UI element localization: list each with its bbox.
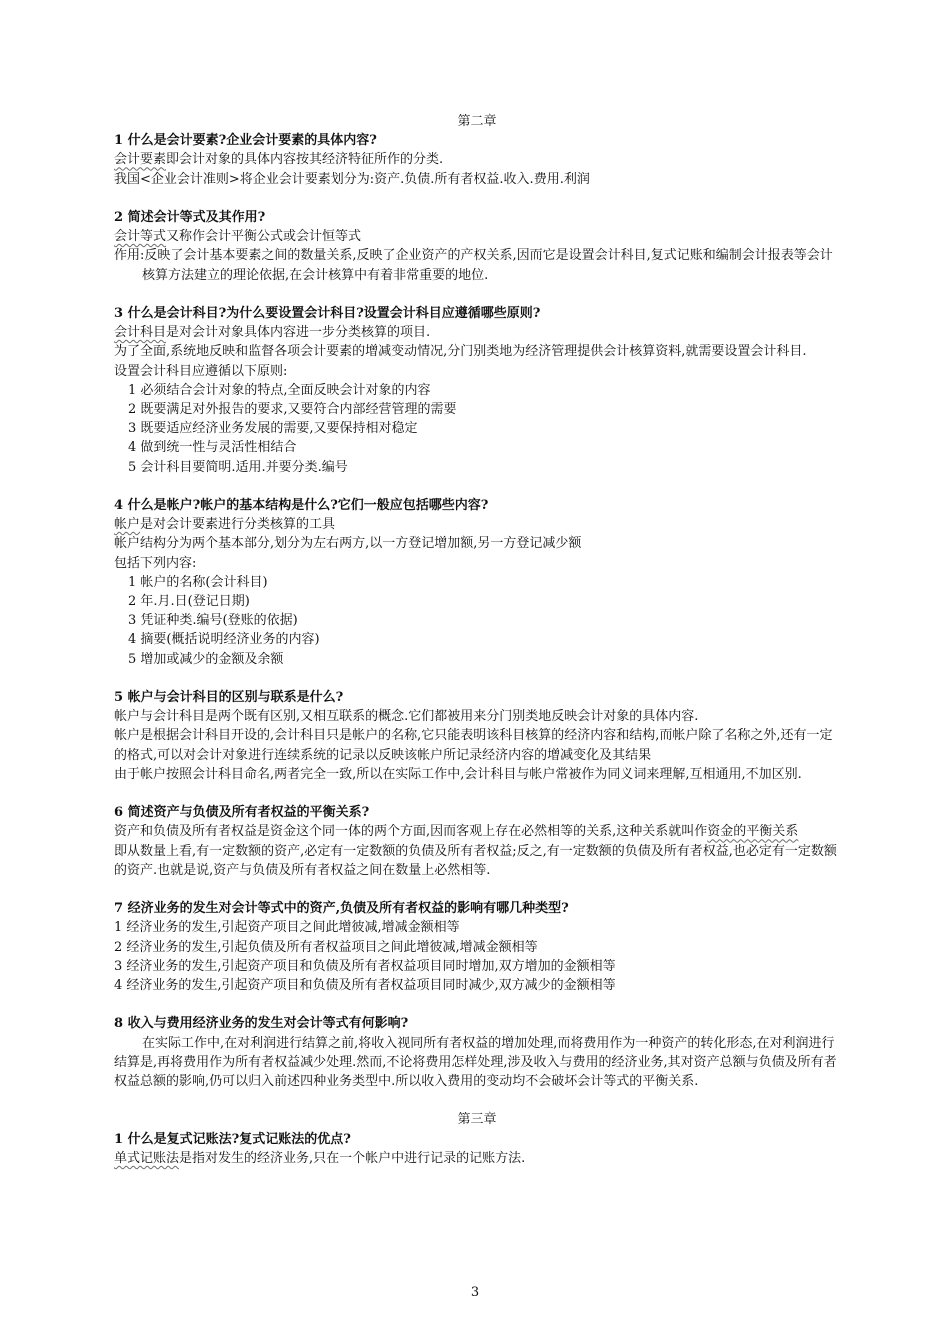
list-item: 3 经济业务的发生,引起资产项目和负债及所有者权益项目同时增加,双方增加的金额相等 — [114, 958, 616, 974]
question-heading: 1 什么是会计要素?企业会计要素的具体内容? — [114, 133, 377, 149]
page-content — [114, 112, 840, 1168]
chapter-title: 第二章 — [457, 114, 497, 129]
list-item: 2 既要满足对外报告的要求,又要符合内部经营管理的需要 — [128, 402, 457, 418]
body-paragraph: 由于帐户按照会计科目命名,两者完全一致,所以在实际工作中,会计科目与帐户常被作为同义词来理解,互相通用,不加区别. — [114, 766, 802, 782]
list-item: 1 必须结合会计对象的特点,全面反映会计对象的内容 — [128, 382, 431, 398]
question-heading: 8 收入与费用经济业务的发生对会计等式有何影响? — [114, 1016, 409, 1032]
key-term: 会计科目 — [114, 325, 167, 341]
definition-line — [114, 150, 840, 169]
question-heading: 2 简述会计等式及其作用? — [114, 210, 266, 225]
body-line: 帐户与会计科目是两个既有区别,又相互联系的概念.它们都被用来分门别类地反映会计对象的具体内容. — [114, 709, 699, 725]
list-intro: 设置会计科目应遵循以下原则: — [114, 363, 288, 379]
body-paragraph: 为了全面,系统地反映和监督各项会计要素的增减变动情况,分门别类地为经济管理提供会计核算资料,就需要设置会计科目. — [114, 344, 807, 360]
definition-line — [114, 323, 840, 342]
definition-text: 是对会计要素进行分类核算的工具 — [140, 517, 336, 533]
question-heading: 6 简述资产与负债及所有者权益的平衡关系? — [114, 805, 370, 821]
chapter-title: 第三章 — [457, 1112, 497, 1128]
list-item: 5 增加或减少的金额及余额 — [128, 651, 284, 667]
body-paragraph — [114, 822, 840, 841]
key-term: 帐户 — [114, 517, 141, 533]
list-item: 3 既要适应经济业务发展的需要,又要保持相对稳定 — [128, 421, 418, 437]
key-term: 单式记账法 — [114, 1150, 180, 1166]
key-term: 会计要素 — [114, 152, 167, 168]
definition-text: 是对会计对象具体内容进一步分类核算的项目. — [166, 325, 431, 341]
definition-line — [114, 1149, 840, 1168]
body-line: 我国<企业会计准则>将企业会计要素划分为:资产.负债.所有者权益.收入.费用.利润 — [114, 171, 590, 187]
key-term: 资金的平衡关系 — [707, 824, 799, 840]
body-paragraph: 作用:反映了会计基本要素之间的数量关系,反映了企业资产的产权关系,因而它是设置会计科目,复式记账和编制会计报表等会计核算方法建立的理论依据,在会计核算中有着非常重要的地位. — [114, 248, 833, 283]
list-item: 5 会计科目要简明.适用.并要分类.编号 — [128, 459, 348, 475]
question-heading: 5 帐户与会计科目的区别与联系是什么? — [114, 690, 344, 706]
question-heading: 1 什么是复式记账法?复式记账法的优点? — [114, 1131, 351, 1147]
list-item: 1 经济业务的发生,引起资产项目之间此增彼减,增减金额相等 — [114, 920, 460, 936]
list-item: 2 经济业务的发生,引起负债及所有者权益项目之间此增彼减,增减金额相等 — [114, 939, 538, 955]
question-heading: 7 经济业务的发生对会计等式中的资产,负债及所有者权益的影响有哪几种类型? — [114, 901, 569, 917]
question-heading: 3 什么是会计科目?为什么要设置会计科目?设置会计科目应遵循哪些原则? — [114, 306, 541, 321]
list-item: 2 年.月.日(登记日期) — [128, 594, 250, 610]
definition-line — [114, 227, 840, 246]
list-item: 1 帐户的名称(会计科目) — [128, 574, 268, 590]
body-text: 资产和负债及所有者权益是资金这个同一体的两个方面,因而客观上存在必然相等的关系,这种关系就叫作 — [114, 824, 708, 840]
page-number: 3 — [470, 1285, 480, 1300]
definition-text: 又称作会计平衡公式或会计恒等式 — [166, 229, 362, 245]
list-item: 4 摘要(概括说明经济业务的内容) — [128, 632, 320, 648]
list-item: 3 凭证种类.编号(登账的依据) — [128, 613, 298, 629]
list-item: 4 经济业务的发生,引起资产项目和负债及所有者权益项目同时减少,双方减少的金额相等 — [114, 978, 616, 994]
body-paragraph: 即从数量上看,有一定数额的资产,必定有一定数额的负债及所有者权益;反之,有一定数额的负债及所有者权益,也必定有一定数额的资产.也就是说,资产与负债及所有者权益之间在数量上必然相等. — [114, 843, 837, 878]
definition-text: 即会计对象的具体内容按其经济特征所作的分类. — [166, 152, 444, 168]
question-heading: 4 什么是帐户?帐户的基本结构是什么?它们一般应包括哪些内容? — [114, 498, 489, 514]
list-item: 4 做到统一性与灵活性相结合 — [128, 440, 297, 456]
body-line: 帐户结构分为两个基本部分,划分为左右两方,以一方登记增加额,另一方登记减少额 — [114, 536, 582, 552]
key-term: 会计等式 — [114, 229, 167, 245]
body-paragraph: 帐户是根据会计科目开设的,会计科目只是帐户的名称,它只能表明该科目核算的经济内容和结构,而帐户除了名称之外,还有一定的格式,可以对会计对象进行连续系统的记录以反映该帐户所记录经济内容的增减变化及其结果 — [114, 728, 833, 763]
definition-line — [114, 515, 840, 534]
definition-text: 是指对发生的经济业务,只在一个帐户中进行记录的记账方法. — [179, 1150, 526, 1166]
body-paragraph: 在实际工作中,在对利润进行结算之前,将收入视同所有者权益的增加处理,而将费用作为一种资产的转化形态,在对利润进行结算是,再将费用作为所有者权益减少处理.然而,不论将费用怎样处理,涉及收入与费用的经济业务,其对资产总额与负债及所有者权益总额的影响,仍可以归入前述四种业务类型中.所以收入费用的变动均不会破坏会计等式的平衡关系. — [114, 1035, 837, 1090]
list-intro: 包括下列内容: — [114, 555, 197, 571]
